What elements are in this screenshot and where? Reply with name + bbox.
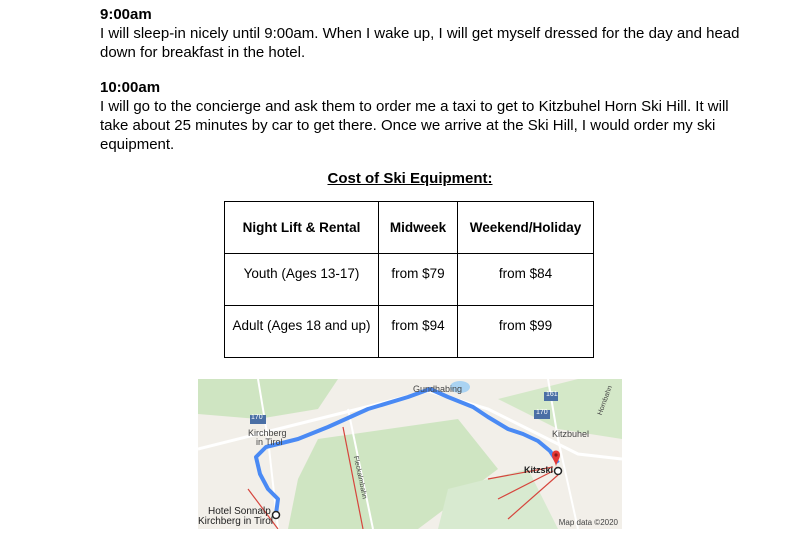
- terrain-patch: [198, 379, 338, 419]
- map-credit: Map data ©2020: [558, 518, 618, 527]
- place-label-kitzski: Kitzski: [524, 465, 554, 475]
- itinerary-text-2: I will go to the concierge and ask them to order me a taxi to get to Kitzbuhel Horn Ski Hill. It will take about 25 minutes by car to get there. Once we arrive at the Ski Hill, I would order my ski equipment.: [100, 98, 729, 153]
- header-night-lift: Night Lift & Rental: [225, 202, 379, 254]
- table-caption: Cost of Ski Equipment:: [327, 170, 493, 187]
- lift-label-hornbahn: Hornbahn: [596, 384, 614, 417]
- place-label-kitzbuhel: Kitzbuhel: [552, 429, 590, 439]
- itinerary-time-1: 9:00am: [100, 6, 152, 23]
- table-row: [225, 306, 594, 358]
- cost-table: [224, 201, 594, 358]
- cell-youth-weekend: from $84: [458, 254, 594, 306]
- road-170-label-a: 170: [251, 414, 263, 421]
- cell-adult-midweek: from $94: [379, 306, 458, 358]
- hotel-town: Kirchberg in Tirol: [198, 516, 274, 527]
- itinerary-time-2: 10:00am: [100, 79, 161, 96]
- start-marker-icon: [273, 512, 280, 519]
- header-weekend: Weekend/Holiday: [458, 202, 594, 254]
- header-midweek: Midweek: [379, 202, 458, 254]
- cell-youth-midweek: from $79: [379, 254, 458, 306]
- pin-dot-icon: [554, 453, 557, 456]
- cell-youth-label: Youth (Ages 13-17): [225, 254, 379, 306]
- route-map[interactable]: [198, 379, 622, 529]
- lift-label-fleckalmbahn: Fleckalmbahn: [351, 455, 368, 500]
- table-header-row: [225, 202, 594, 254]
- hotel-label: [198, 507, 273, 527]
- place-label-gundhabing: Gundhabing: [413, 384, 463, 394]
- place-label-in-tirol: in Tirol: [256, 437, 283, 447]
- hotel-name: Hotel Sonnalp: [208, 506, 271, 517]
- cell-adult-weekend: from $99: [458, 306, 594, 358]
- place-label-kirchberg: Kirchberg: [248, 428, 287, 438]
- cell-adult-label: Adult (Ages 18 and up): [225, 306, 379, 358]
- location-pin-icon[interactable]: [552, 451, 560, 468]
- road-170-label-b: 170: [536, 409, 548, 416]
- itinerary-text-1: I will sleep-in nicely until 9:00am. When I wake up, I will get myself dressed for the day and head down for breakfast in the hotel.: [100, 25, 740, 61]
- road-161-label: 161: [546, 391, 558, 398]
- end-marker-icon: [555, 468, 562, 475]
- table-row: [225, 254, 594, 306]
